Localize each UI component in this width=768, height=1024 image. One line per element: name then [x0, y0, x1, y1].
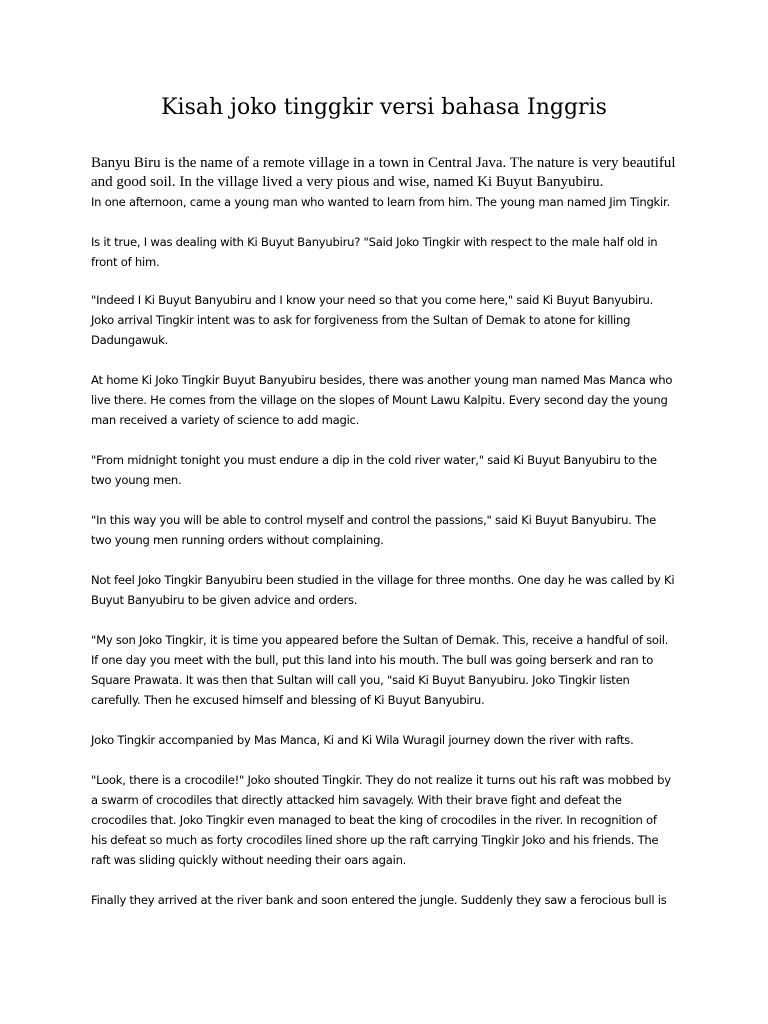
- paragraph-10: [91, 770, 691, 870]
- text-line: "In this way you will be able to control myself and control the passions," said Ki Buyut Banyubiru. The: [91, 513, 656, 527]
- paragraph-3: [91, 290, 691, 350]
- text-line: Joko Tingkir accompanied by Mas Manca, Ki and Ki Wila Wuragil journey down the river with rafts.: [91, 733, 634, 747]
- text-line: Not feel Joko Tingkir Banyubiru been studied in the village for three months. One day he was called by Ki: [91, 573, 675, 587]
- document-title: Kisah joko tinggkir versi bahasa Inggris: [161, 95, 607, 120]
- text-line: a swarm of crocodiles that directly attacked him savagely. With their brave fight and defeat the: [91, 793, 622, 807]
- paragraph-1: [91, 192, 691, 212]
- text-line: Banyu Biru is the name of a remote village in a town in Central Java. The nature is very beautiful: [91, 155, 676, 171]
- text-line: Finally they arrived at the river bank and soon entered the jungle. Suddenly they saw a ferocious bull is: [91, 893, 667, 907]
- paragraph-8: [91, 630, 691, 710]
- text-line: "Indeed I Ki Buyut Banyubiru and I know your need so that you come here," said Ki Buyut Banyubiru.: [91, 293, 654, 307]
- text-line: Dadungawuk.: [91, 333, 169, 347]
- text-line: man received a variety of science to add magic.: [91, 413, 360, 427]
- text-line: front of him.: [91, 255, 160, 269]
- text-line: his defeat so much as forty crocodiles lined shore up the raft carrying Tingkir Joko and his friends. The: [91, 833, 659, 847]
- text-line: two young men running orders without complaining.: [91, 533, 384, 547]
- text-line: crocodiles that. Joko Tingkir even managed to beat the king of crocodiles in the river. In recognition of: [91, 813, 657, 827]
- paragraph-4: [91, 370, 691, 430]
- text-line: two young men.: [91, 473, 182, 487]
- paragraph-6: [91, 510, 691, 550]
- text-line: raft was sliding quickly without needing their oars again.: [91, 853, 407, 867]
- paragraph-7: [91, 570, 691, 610]
- text-line: "Look, there is a crocodile!" Joko shouted Tingkir. They do not realize it turns out his raft was mobbed by: [91, 773, 671, 787]
- paragraph-9: [91, 730, 691, 750]
- text-line: In one afternoon, came a young man who wanted to learn from him. The young man named Jim Tingkir.: [91, 195, 670, 209]
- text-line: If one day you meet with the bull, put this land into his mouth. The bull was going berserk and ran to: [91, 653, 654, 667]
- text-line: "From midnight tonight you must endure a dip in the cold river water," said Ki Buyut Banyubiru to the: [91, 453, 657, 467]
- text-line: Joko arrival Tingkir intent was to ask for forgiveness from the Sultan of Demak to atone for killing: [91, 313, 631, 327]
- intro-paragraph: [91, 154, 691, 192]
- text-line: live there. He comes from the village on the slopes of Mount Lawu Kalpitu. Every second day the young: [91, 393, 668, 407]
- text-line: and good soil. In the village lived a very pious and wise, named Ki Buyut Banyubiru.: [91, 174, 604, 190]
- text-line: carefully. Then he excused himself and blessing of Ki Buyut Banyubiru.: [91, 693, 485, 707]
- text-line: "My son Joko Tingkir, it is time you appeared before the Sultan of Demak. This, receive a handful of soil.: [91, 633, 669, 647]
- text-line: Is it true, I was dealing with Ki Buyut Banyubiru? "Said Joko Tingkir with respect to the male half old in: [91, 235, 658, 249]
- paragraph-2: [91, 232, 691, 272]
- paragraph-5: [91, 450, 691, 490]
- paragraph-11: [91, 890, 691, 910]
- text-line: Square Prawata. It was then that Sultan will call you, "said Ki Buyut Banyubiru. Joko Tingkir listen: [91, 673, 630, 687]
- text-line: Buyut Banyubiru to be given advice and orders.: [91, 593, 358, 607]
- text-line: At home Ki Joko Tingkir Buyut Banyubiru besides, there was another young man named Mas Manca who: [91, 373, 673, 387]
